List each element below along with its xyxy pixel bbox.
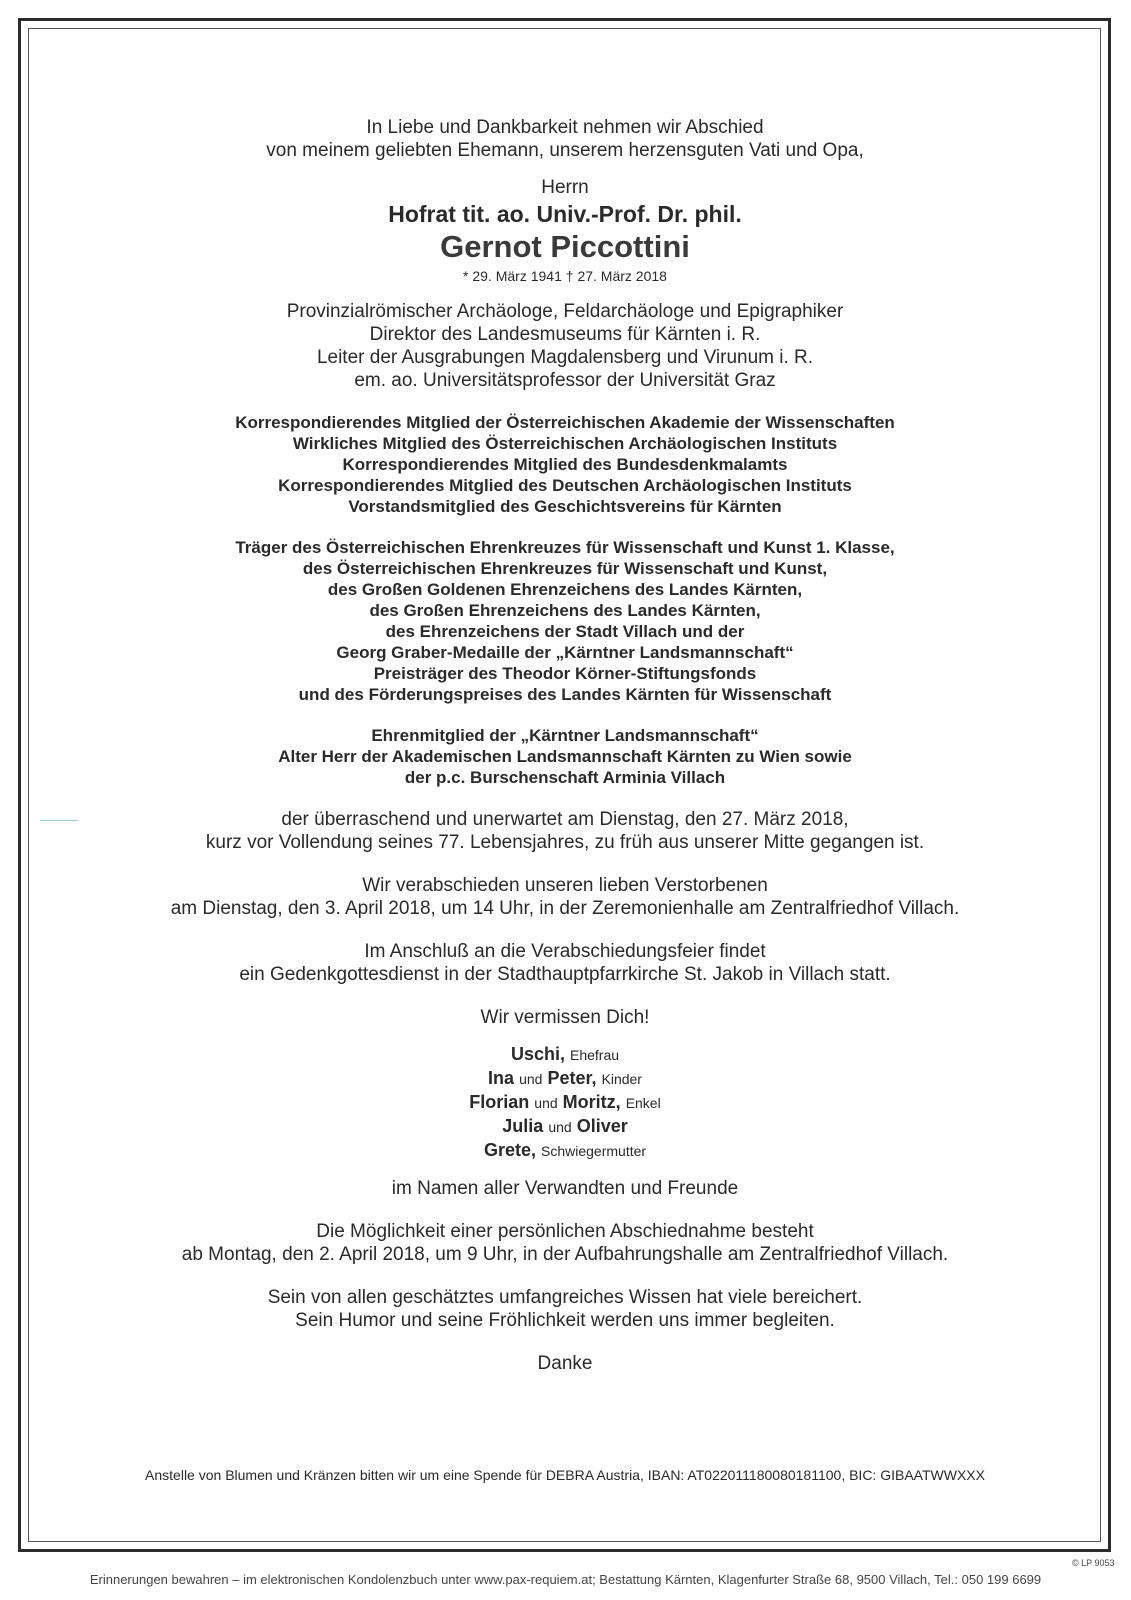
thanks: Danke [537,1353,593,1374]
honor-line: und des Förderungspreises des Landes Kärnten für Wissenschaft [298,685,832,704]
honor-line: des Großen Goldenen Ehrenzeichens des Landes Kärnten, [327,580,803,599]
profession-line: Leiter der Ausgrabungen Magdalensberg und Virunum i. R. [316,347,814,368]
lp-code: © LP 9053 [1072,1558,1115,1568]
donation-note: Anstelle von Blumen und Kränzen bitten wir um eine Spende für DEBRA Austria, IBAN: AT022011180080181100, BIC: GIBAATWWXXX [145,1467,985,1483]
membership-line: Wirkliches Mitglied des Österreichischen Archäologischen Instituts [292,434,838,453]
intro-line-1: In Liebe und Dankbarkeit nehmen wir Abschied [366,117,764,138]
family-children: Ina und Peter, Kinder [488,1068,642,1088]
family-uschi: Uschi, Ehefrau [510,1044,620,1064]
family-grandchildren: Florian und Moritz, Enkel [469,1092,661,1112]
profession-line: Provinzialrömischer Archäologe, Feldarchäologe und Epigraphiker [286,301,844,322]
honor-line: Georg Graber-Medaille der „Kärntner Landsmannschaft“ [336,643,794,662]
farewell-line: Wir verabschieden unseren lieben Verstorbenen [362,875,768,896]
footer-note: Erinnerungen bewahren – im elektronischen Kondolenzbuch unter www.pax-requiem.at; Bestattung Kärnten, Klagenfurter Straße 68, 9500 Villach, Tel.: 050 199 6699 [89,1572,1042,1587]
salutation: Herrn [541,177,589,198]
tribute-line: Sein Humor und seine Fröhlichkeit werden uns immer begleiten. [295,1310,835,1331]
service-line: ein Gedenkgottesdienst in der Stadthauptpfarrkirche St. Jakob in Villach statt. [239,964,891,985]
on-behalf: im Namen aller Verwandten und Freunde [391,1178,739,1199]
farewell-line: am Dienstag, den 3. April 2018, um 14 Uhr, in der Zeremonienhalle am Zentralfriedhof Villach. [170,898,960,919]
viewing-line: Die Möglichkeit einer persönlichen Abschiednahme besteht [316,1221,814,1242]
family-julia-oliver: Julia und Oliver [502,1116,628,1136]
membership-line: Korrespondierendes Mitglied der Österreichischen Akademie der Wissenschaften [235,413,895,432]
honor-line: des Ehrenzeichens der Stadt Villach und der [385,622,745,641]
membership-line: Korrespondierendes Mitglied des Bundesdenkmalamts [342,455,788,474]
viewing-line: ab Montag, den 2. April 2018, um 9 Uhr, in der Aufbahrungshalle am Zentralfriedhof Villach. [181,1244,949,1265]
intro-line-2: von meinem geliebten Ehemann, unserem herzensguten Vati und Opa, [266,140,864,161]
honor-line: des Großen Ehrenzeichens des Landes Kärnten, [369,601,761,620]
honor-line: Preisträger des Theodor Körner-Stiftungsfonds [373,664,757,683]
profession-line: Direktor des Landesmuseums für Kärnten i. R. [369,324,761,345]
honor-line: Träger des Österreichischen Ehrenkreuzes für Wissenschaft und Kunst 1. Klasse, [235,538,895,557]
service-line: Im Anschluß an die Verabschiedungsfeier findet [364,941,766,962]
membership-line: Korrespondierendes Mitglied des Deutschen Archäologischen Instituts [278,476,852,495]
passing-line: kurz vor Vollendung seines 77. Lebensjahres, zu früh aus unserer Mitte gegangen ist. [205,832,925,853]
family-grete: Grete, Schwiegermutter [483,1140,647,1160]
obituary-body [40,116,1090,1375]
association-line: der p.c. Burschenschaft Arminia Villach [404,768,726,787]
tribute-line: Sein von allen geschätztes umfangreiches Wissen hat viele bereichert. [267,1287,863,1308]
honor-line: des Österreichischen Ehrenkreuzes für Wissenschaft und Kunst, [302,559,828,578]
deceased-name: Gernot Piccottini [440,229,690,264]
academic-title: Hofrat tit. ao. Univ.-Prof. Dr. phil. [388,201,742,227]
profession-line: em. ao. Universitätsprofessor der Universität Graz [354,370,776,391]
association-line: Alter Herr der Akademischen Landsmannschaft Kärnten zu Wien sowie [278,747,852,766]
membership-line: Vorstandsmitglied des Geschichtsvereins für Kärnten [348,497,782,516]
miss-you: Wir vermissen Dich! [480,1007,650,1028]
passing-line: der überraschend und unerwartet am Dienstag, den 27. März 2018, [281,809,849,830]
life-dates: * 29. März 1941 † 27. März 2018 [463,268,667,284]
association-line: Ehrenmitglied der „Kärntner Landsmannschaft“ [371,726,759,745]
